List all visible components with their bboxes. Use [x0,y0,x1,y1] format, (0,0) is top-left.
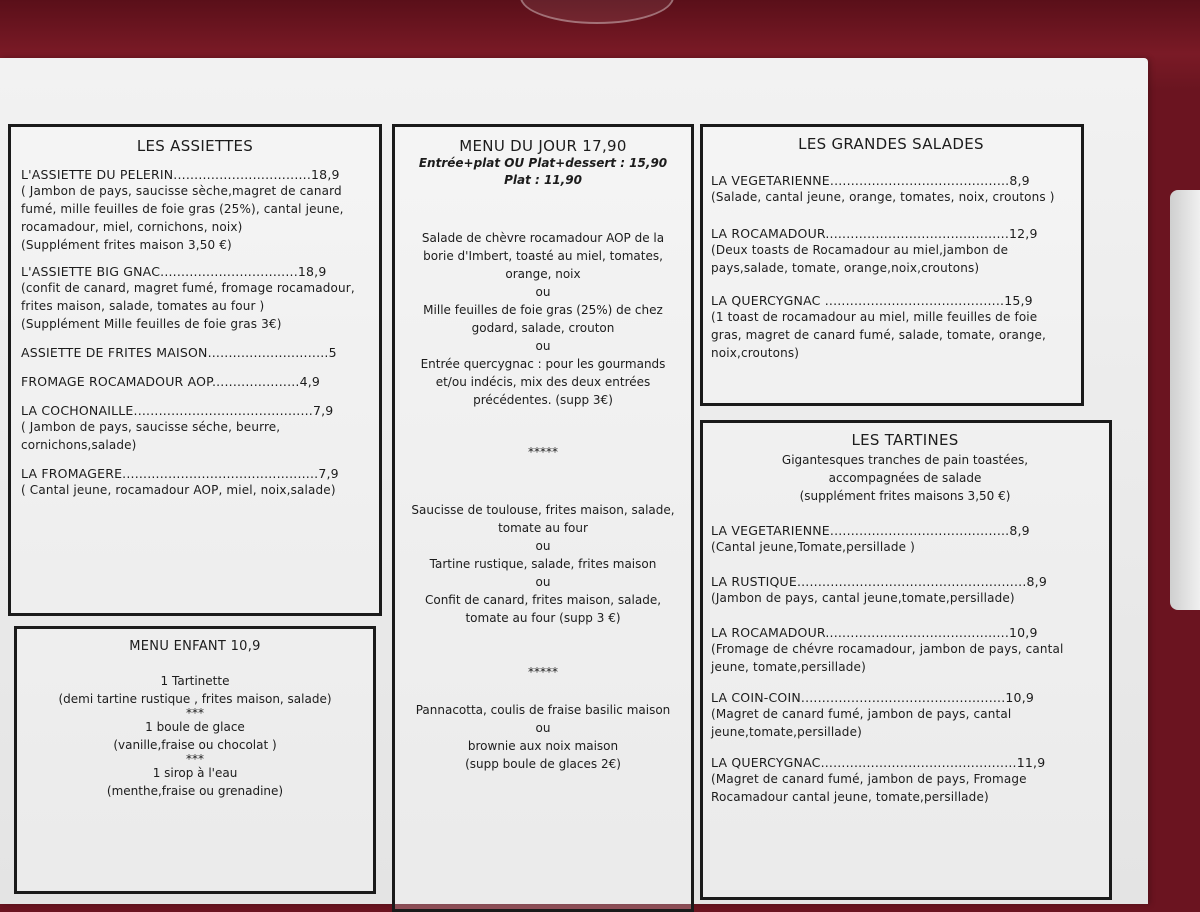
assiette-item [21,345,369,360]
plat-option: Confit de canard, frites maison, salade, tomate au four (supp 3 €) [424,593,662,625]
item-description: (Salade, cantal jeune, orange, tomates, noix, croutons ) [711,190,1055,204]
item-name-price: LA QUERCYGNAC ...........................................15,9 [711,293,1033,308]
menu-du-jour-title: MENU DU JOUR 17,90 [459,137,627,155]
item-description: (Magret de canard fumé, jambon de pays, cantal jeune,tomate,persillade) [711,707,1012,739]
tartines-intro: accompagnées de salade [828,471,982,485]
enfant-line: (menthe,fraise ou grenadine) [106,784,284,798]
entree-option: Salade de chèvre rocamadour AOP de la borie d'Imbert, toasté au miel, tomates, orange, noix [421,231,665,281]
or-separator: ou [535,539,551,553]
napkin [1170,190,1200,610]
menu-sheet [0,58,1148,904]
salade-item [711,173,1071,206]
item-name-price: ASSIETTE DE FRITES MAISON.............................5 [21,345,337,360]
or-separator: ou [535,575,551,589]
grandes-salades-title: LES GRANDES SALADES [798,135,984,153]
item-name-price: LA ROCAMADOUR............................................12,9 [711,226,1038,241]
grandes-salades-box [700,124,1084,406]
item-name-price: LA VEGETARIENNE...........................................8,9 [711,173,1030,188]
item-description: ( Cantal jeune, rocamadour AOP, miel, noix,salade) [21,483,336,497]
item-name-price: LA FROMAGERE...............................................7,9 [21,466,339,481]
item-name-price: LA RUSTIQUE.......................................................8,9 [711,574,1047,589]
tartine-item [711,523,1099,556]
enfant-separator: *** [186,706,204,720]
enfant-line: 1 sirop à l'eau [152,766,238,780]
tartine-item [711,755,1099,806]
assiettes-box [8,124,382,616]
item-name-price: LA COIN-COIN.................................................10,9 [711,690,1035,705]
menu-enfant-box [14,626,376,894]
enfant-line: 1 boule de glace [145,720,245,734]
tartines-intro: Gigantesques tranches de pain toastées, [781,453,1029,467]
tartine-item [711,574,1099,607]
item-name-price: LA VEGETARIENNE...........................................8,9 [711,523,1030,538]
dessert-option: brownie aux noix maison [467,739,619,753]
enfant-separator: *** [186,752,204,766]
item-name-price: LA QUERCYGNAC...............................................11,9 [711,755,1046,770]
item-description: ( Jambon de pays, saucisse sèche,magret de canard fumé, mille feuilles de foie gras (25%), cantal jeune, rocamadour, miel, cornichons, noix) [21,184,344,234]
assiette-item [21,167,369,254]
course-separator: ***** [528,665,558,679]
item-description: (1 toast de rocamadour au miel, mille feuilles de foie gras, magret de canard fumé, salade, tomate, orange, noix,croutons) [711,310,1047,360]
menu-du-jour-box [392,124,694,912]
item-name-price: LA ROCAMADOUR............................................10,9 [711,625,1038,640]
dessert-option: Pannacotta, coulis de fraise basilic maison [415,703,671,717]
entree-option: Entrée quercygnac : pour les gourmands et/ou indécis, mix des deux entrées précédentes. (supp 3€) [420,357,666,407]
item-name-price: FROMAGE ROCAMADOUR AOP.....................4,9 [21,374,321,389]
item-supplement: (Supplément Mille feuilles de foie gras 3€) [21,317,282,331]
assiettes-title: LES ASSIETTES [136,137,254,155]
tartine-item [711,690,1099,741]
or-separator: ou [535,339,551,353]
enfant-line: 1 Tartinette [160,674,230,688]
assiette-item [21,264,369,333]
tartines-supplement: (supplément frites maisons 3,50 €) [799,489,1011,503]
plat-option: Tartine rustique, salade, frites maison [429,557,657,571]
item-name-price: L'ASSIETTE DU PELERIN.................................18,9 [21,167,340,182]
tartine-item [711,625,1099,676]
assiette-item [21,403,369,454]
item-description: (confit de canard, magret fumé, fromage rocamadour, frites maison, salade, tomates au four ) [21,281,355,313]
enfant-line: (demi tartine rustique , frites maison, salade) [58,692,332,706]
item-description: (Magret de canard fumé, jambon de pays, Fromage Rocamadour cantal jeune, tomate,persillade) [711,772,1027,804]
assiette-item [21,466,369,499]
entree-option: Mille feuilles de foie gras (25%) de chez godard, salade, crouton [423,303,663,335]
item-description: ( Jambon de pays, saucisse séche, beurre, cornichons,salade) [21,420,281,452]
enfant-line: (vanille,fraise ou chocolat ) [113,738,277,752]
or-separator: ou [535,285,551,299]
menu-enfant-title: MENU ENFANT 10,9 [129,639,261,654]
item-description: (Jambon de pays, cantal jeune,tomate,persillade) [711,591,1015,605]
tartines-box [700,420,1112,900]
item-name-price: LA COCHONAILLE...........................................7,9 [21,403,334,418]
item-name-price: L'ASSIETTE BIG GNAC.................................18,9 [21,264,327,279]
plat-option: Saucisse de toulouse, frites maison, salade, tomate au four [411,503,675,535]
item-description: (Cantal jeune,Tomate,persillade ) [711,540,915,554]
item-supplement: (Supplément frites maison 3,50 €) [21,238,232,252]
dessert-supplement: (supp boule de glaces 2€) [465,757,621,771]
or-separator: ou [535,721,551,735]
tartines-title: LES TARTINES [851,431,959,449]
course-separator: ***** [528,445,558,459]
menu-du-jour-plat-price: Plat : 11,90 [504,173,582,187]
assiette-item [21,374,369,389]
salade-item [711,226,1071,277]
menu-du-jour-formula: Entrée+plat OU Plat+dessert : 15,90 [418,156,668,170]
salade-item [711,293,1071,362]
item-description: (Fromage de chévre rocamadour, jambon de pays, cantal jeune, tomate,persillade) [711,642,1064,674]
item-description: (Deux toasts de Rocamadour au miel,jambon de pays,salade, tomate, orange,noix,croutons) [711,243,1009,275]
